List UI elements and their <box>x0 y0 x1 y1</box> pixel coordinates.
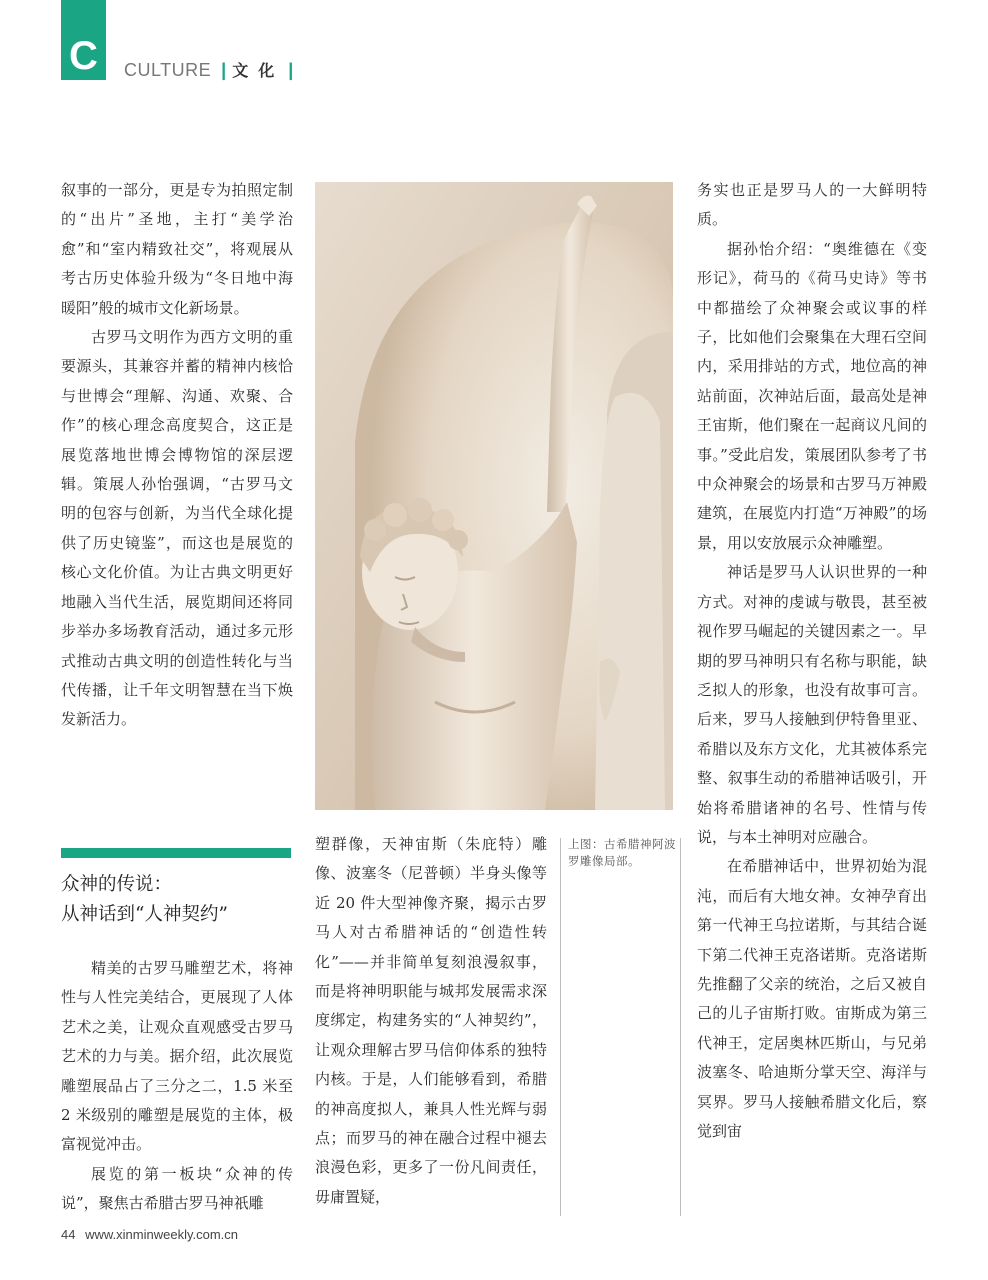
page-footer <box>61 1225 238 1245</box>
divider-bar: | <box>221 60 227 80</box>
left-column-bottom <box>61 954 293 1219</box>
middle-column-bottom <box>315 830 547 1212</box>
statue-illustration <box>315 182 673 810</box>
paragraph: 叙事的一部分，更是专为拍照定制的“出片”圣地，主打“美学治愈”和“室内精致社交”，将观展从考古历史体验升级为“冬日地中海暖阳”般的城市文化新场景。 <box>61 181 293 317</box>
paragraph: 务实也正是罗马人的一大鲜明特质。 <box>697 181 927 229</box>
left-column-top <box>61 176 293 735</box>
paragraph: 塑群像，天神宙斯（朱庇特）雕像、波塞冬（尼普顿）半身头像等近 20 件大型神像齐聚，揭示古罗马人对古希腊神话的“创造性转化”——并非简单复刻浪漫叙事，而是将神明职能与城邦发展需求深度绑定，构建务实的“人神契约”，让观众理解古罗马信仰体系的独特内核。于是，人们能够看到，希腊的神高度拟人，兼具人性光辉与弱点；而罗马的神在融合过程中褪去浪漫色彩，更多了一份凡间责任，毋庸置疑， <box>315 835 547 1206</box>
column-divider <box>680 838 681 1216</box>
section-label-zh: 文化 <box>232 61 285 80</box>
section-label-en: CULTURE <box>124 60 212 80</box>
section-label <box>124 58 293 82</box>
paragraph: 在希腊神话中，世界初始为混沌，而后有大地女神。女神孕育出第一代神王乌拉诺斯，与其结合诞下第二代神王克洛诺斯。克洛诺斯先推翻了父亲的统治，之后又被自己的儿子宙斯打败。宙斯成为第三代神王，定居奥林匹斯山，与兄弟波塞冬、哈迪斯分掌天空、海洋与冥界。罗马人接触希腊文化后，察觉到宙 <box>697 857 927 1140</box>
section-tab-letter: C <box>69 34 98 78</box>
apollo-statue-photo <box>315 182 673 810</box>
paragraph: 古罗马文明作为西方文明的重要源头，其兼容并蓄的精神内核恰与世博会“理解、沟通、欢聚、合作”的核心理念高度契合，这正是展览落地世博会博物馆的深层逻辑。策展人孙怡强调，“古罗马文明的包容与创新，为当代全球化提供了历史镜鉴”，而这也是展览的核心文化价值。为让古典文明更好地融入当代生活，展览期间还将同步举办多场教育活动，通过多元形式推动古典文明的创造性转化与当代传播，让千年文明智慧在当下焕发新活力。 <box>61 328 293 729</box>
section-tab <box>61 0 106 80</box>
paragraph: 据孙怡介绍：“奥维德在《变形记》，荷马的《荷马史诗》等书中都描绘了众神聚会或议事的样子，比如他们会聚集在大理石空间内，采用排站的方式，地位高的神站前面，次神站后面，最高处是神王宙斯，他们聚在一起商议凡间的事。”受此启发，策展团队参考了书中众神聚会的场景和古罗马万神殿建筑，在展览内打造“万神殿”的场景，用以安放展示众神雕塑。 <box>697 239 927 552</box>
divider-bar: | <box>288 60 294 80</box>
subheading-bar <box>61 848 291 858</box>
right-column <box>697 176 927 1146</box>
footer-url[interactable]: www.xinminweekly.com.cn <box>85 1227 239 1242</box>
photo-caption: 上图：古希腊神阿波罗雕像局部。 <box>568 837 676 868</box>
subheading-line-2: 从神话到“人神契约” <box>61 904 228 925</box>
subheading-line-1: 众神的传说： <box>61 874 173 895</box>
column-divider <box>560 838 561 1216</box>
paragraph: 展览的第一板块“众神的传说”，聚焦古希腊古罗马神祇雕 <box>61 1164 293 1213</box>
subheading <box>61 870 301 930</box>
page-number: 44 <box>61 1227 76 1242</box>
paragraph: 神话是罗马人认识世界的一种方式。对神的虔诚与敬畏，甚至被视作罗马崛起的关键因素之一。早期的罗马神明只有名称与职能，缺乏拟人的形象，也没有故事可言。后来，罗马人接触到伊特鲁里亚、希腊以及东方文化，尤其被体系完整、叙事生动的希腊神话吸引，开始将希腊诸神的名号、性情与传说，与本土神明对应融合。 <box>697 563 927 846</box>
paragraph: 精美的古罗马雕塑艺术，将神性与人性完美结合，更展现了人体艺术之美，让观众直观感受古罗马艺术的力与美。据介绍，此次展览雕塑展品占了三分之二，1.5 米至 2 米级别的雕塑是展览的主体，极富视觉冲击。 <box>61 959 293 1154</box>
